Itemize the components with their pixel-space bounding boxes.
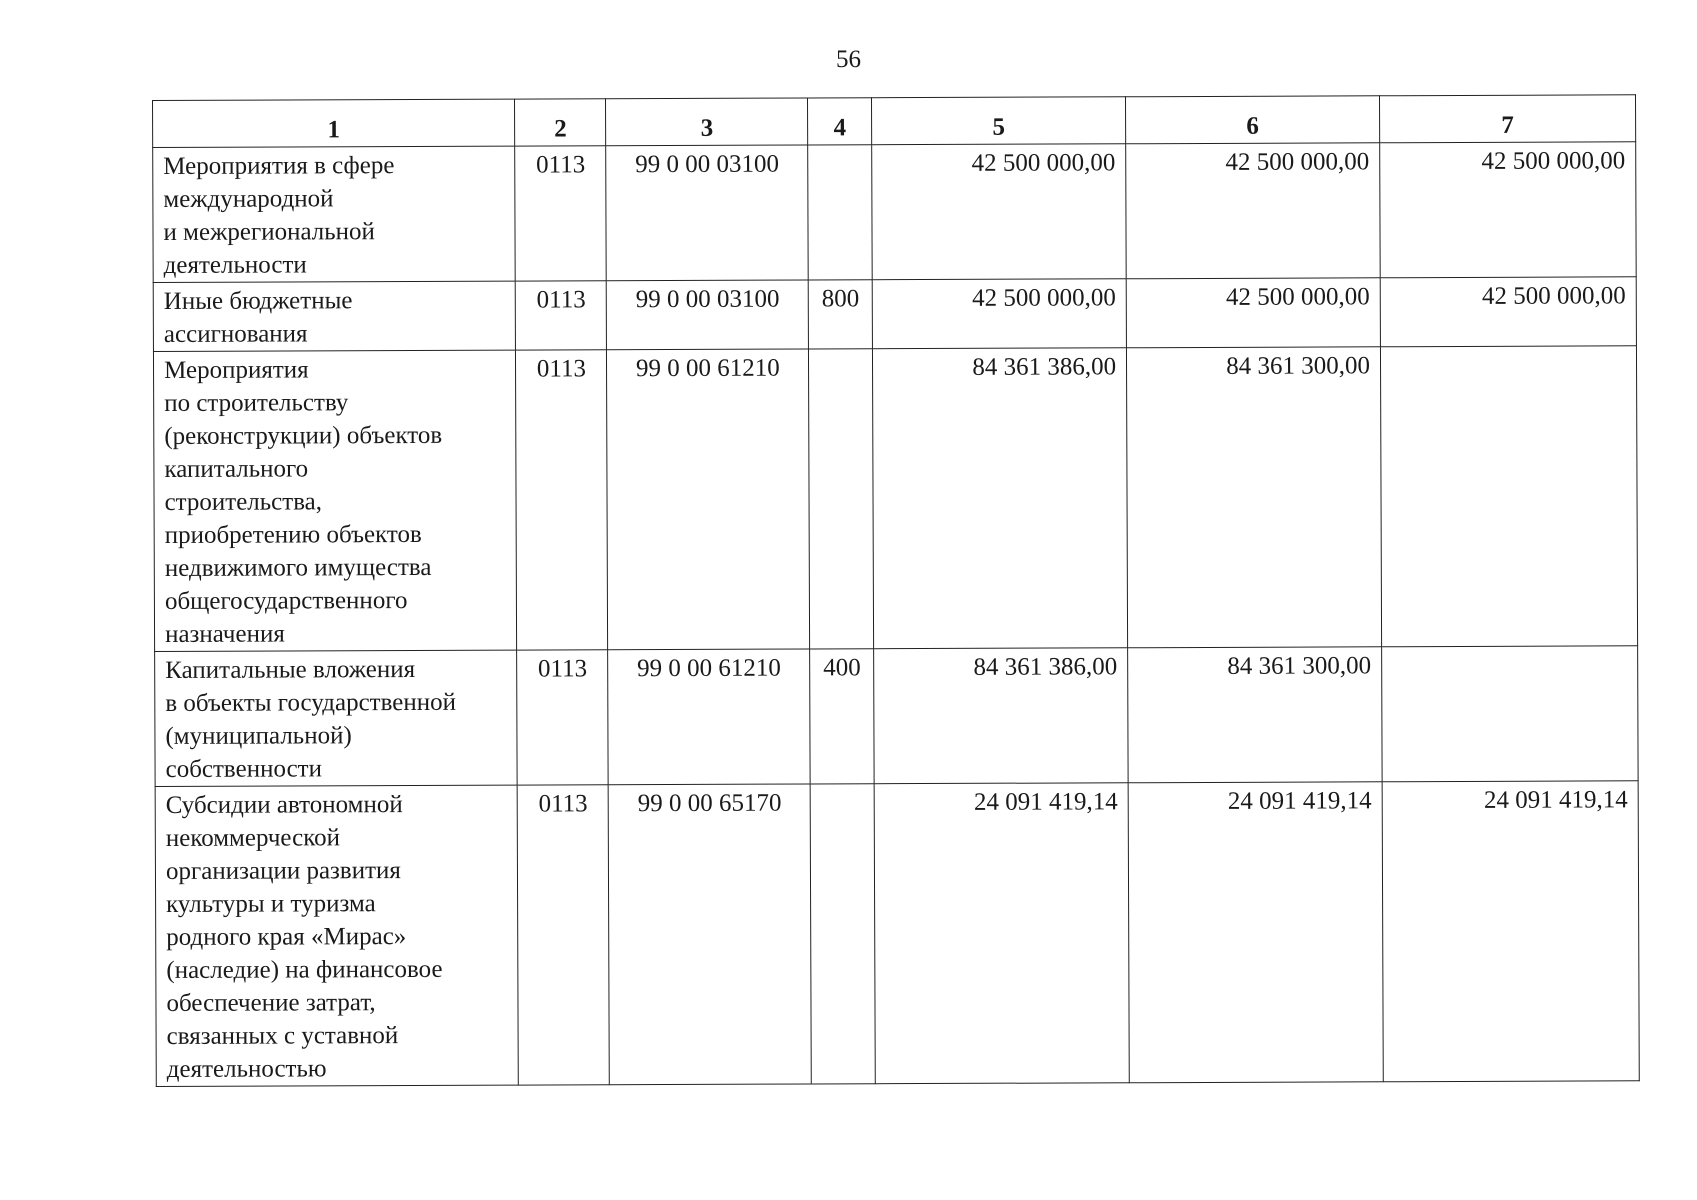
expense-name-cell: Капитальные вложения в объекты государственной (муниципальной) собственности: [155, 650, 518, 786]
target-code-cell: 99 0 00 03100: [607, 280, 809, 350]
amount-col7-cell: 42 500 000,00: [1380, 277, 1636, 347]
section-code-cell: 0113: [515, 146, 607, 281]
amount-col5-cell: 42 500 000,00: [872, 144, 1126, 280]
section-code-cell: 0113: [516, 350, 608, 650]
expense-type-cell: 400: [810, 649, 875, 784]
amount-col6-cell: 42 500 000,00: [1126, 143, 1380, 279]
column-header: 1: [153, 99, 516, 147]
section-code-cell: 0113: [517, 650, 609, 785]
amount-col6-cell: 42 500 000,00: [1126, 278, 1380, 348]
expense-type-cell: [810, 784, 875, 1084]
expense-type-cell: [809, 349, 874, 649]
amount-col5-cell: 24 091 419,14: [874, 783, 1129, 1084]
amount-col7-cell: [1380, 346, 1637, 647]
table-row: [153, 346, 1637, 652]
amount-col7-cell: 24 091 419,14: [1382, 781, 1639, 1082]
amount-col5-cell: 42 500 000,00: [872, 279, 1126, 349]
amount-col7-cell: 42 500 000,00: [1380, 142, 1637, 278]
table-header-row: [153, 95, 1636, 148]
target-code-cell: 99 0 00 61210: [608, 649, 810, 785]
expense-name-cell: Субсидии автономной некоммерческой организации развития культуры и туризма родного края «Мирас» (наследие) на финансовое обеспечение затрат, связанных с уставной деятельностью: [155, 785, 518, 1086]
target-code-cell: 99 0 00 61210: [607, 349, 810, 650]
amount-col6-cell: 24 091 419,14: [1128, 782, 1383, 1083]
table-row: [153, 142, 1637, 283]
section-code-cell: 0113: [516, 281, 607, 350]
column-header: 7: [1379, 95, 1635, 143]
amount-col5-cell: 84 361 386,00: [874, 648, 1128, 784]
target-code-cell: 99 0 00 03100: [606, 145, 808, 281]
table-row: [153, 277, 1636, 352]
column-header: 3: [606, 98, 808, 146]
budget-table: [152, 94, 1640, 1087]
column-header: 6: [1126, 96, 1380, 144]
section-code-cell: 0113: [517, 785, 609, 1085]
table-row: [155, 646, 1639, 787]
amount-col7-cell: [1382, 646, 1639, 782]
column-header: 5: [872, 97, 1126, 145]
page-number: 56: [836, 46, 861, 73]
table-row: [155, 781, 1639, 1087]
amount-col5-cell: 84 361 386,00: [873, 348, 1128, 649]
amount-col6-cell: 84 361 300,00: [1128, 647, 1382, 783]
expense-type-cell: [808, 145, 873, 280]
expense-name-cell: Иные бюджетные ассигнования: [153, 281, 516, 351]
target-code-cell: 99 0 00 65170: [609, 784, 812, 1085]
expense-name-cell: Мероприятия по строительству (реконструкции) объектов капитального строительства, приобретению объектов недвижимого имущества общегосударственного назначения: [153, 350, 516, 651]
column-header: 4: [808, 98, 872, 145]
column-header: 2: [515, 99, 606, 146]
amount-col6-cell: 84 361 300,00: [1127, 347, 1382, 648]
expense-type-cell: 800: [808, 280, 872, 349]
expense-name-cell: Мероприятия в сфере международной и межрегиональной деятельности: [153, 146, 516, 282]
